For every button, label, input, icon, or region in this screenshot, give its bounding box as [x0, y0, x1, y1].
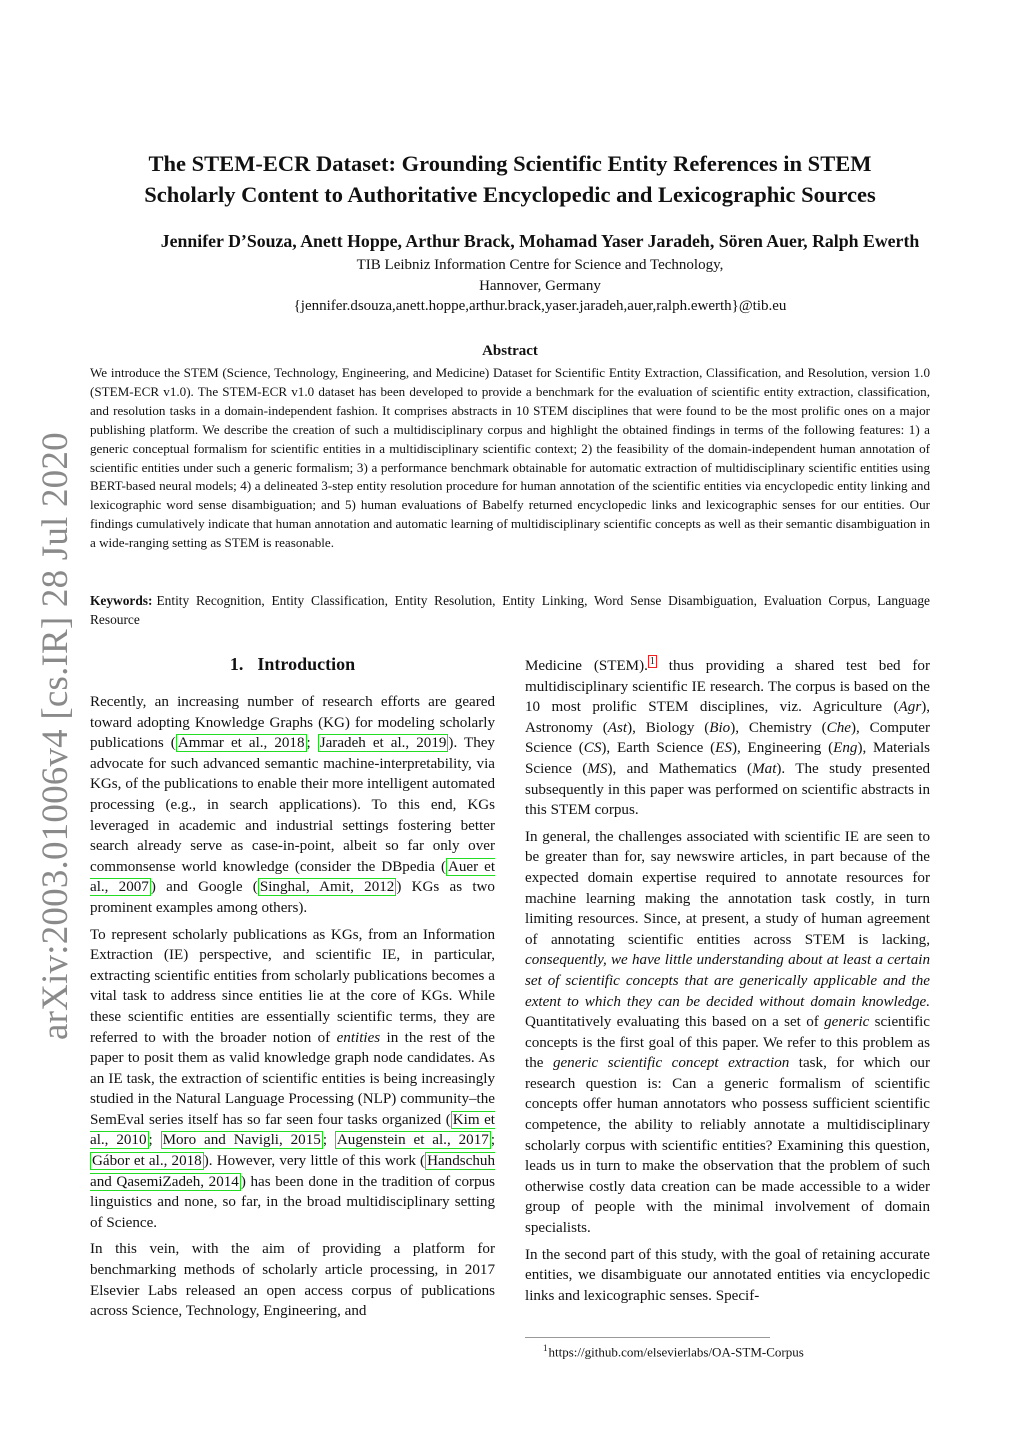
section-heading [90, 654, 495, 675]
citation-link[interactable]: Jaradeh et al., 2019 [319, 735, 447, 752]
citation-link[interactable]: Augenstein et al., 2017 [336, 1132, 489, 1149]
citation-link[interactable]: Auer et al., 2007 [90, 858, 496, 896]
section-title: Introduction [257, 654, 356, 674]
footnote-rule [525, 1337, 770, 1338]
footnote [543, 1343, 804, 1360]
citation-link[interactable]: Handschuh and QasemiZadeh, 2014 [90, 1153, 495, 1190]
citation-link[interactable]: Moro and Navigli, 2015 [162, 1132, 321, 1149]
affiliation-institution: TIB Leibniz Information Centre for Science and Technology, [356, 257, 724, 273]
paragraph: In the second part of this study, with the goal of retaining accurate entities, we disambiguate our annotated entities via encyclopedic links and lexicographic senses. Specif- [525, 1246, 930, 1304]
paragraph: Recently, an increasing number of research efforts are geared toward adopting Knowledge Graphs (KG) for modeling scholarly publications ( Ammar et al., 2018 ; Jaradeh et al., 2019 ). They advocate for such advanced semantic machine-interpretability, via KGs, of the publications to enable their more intelligent automated processing (e.g., in search applications). To this end, KGs leveraged in academic and industrial settings fostering better search already serve as case-in-point, albeit so far only over commonsense world knowledge (consider the DBpedia ( Auer et al., 2007 ) and Google ( Singhal, Amit, 2012 ) KGs as two prominent examples among others). [90, 694, 496, 916]
citation-link[interactable]: Singhal, Amit, 2012 [259, 879, 395, 896]
paragraph: In general, the challenges associated with scientific IE are seen to be greater than for, say newswire articles, in part because of the expected domain expertise required to annotate resources for machine learning making the annotation task costly, in turn limiting resources. Since, at present, a study of human agreement of annotating scientific entities across STEM is lacking, consequently, we have little understanding about at least a certain set of scientific concepts that are generically applicable and the extent to which they can be decided without domain knowledge. Quantitatively evaluating this based on a set of generic scientific concepts is the first goal of this paper. We refer to this problem as the generic scientific concept extraction task, for which our research question is: Can a generic formalism of scientific concepts offer human annotators who possess sufficient scientific competence, the ability to reliably annotate a multidisciplinary scholarly corpus with scientific entities? Examining this question, leads us in turn to make the observation that the problem of such otherwise costly data creation can be made accessible to a wider group of people with the minimal involvement of domain specialists. [525, 828, 930, 1237]
left-column [90, 692, 495, 1328]
abstract-text: We introduce the STEM (Science, Technology, Engineering, and Medicine) Dataset for Scientific Entity Extraction, Classification, and Resolution, version 1.0 (STEM-ECR v1.0). The STEM-ECR v1.0 dataset has been developed to provide a benchmark for the evaluation of scientific entity extraction, classification, and resolution tasks in a domain-independent fashion. It comprises abstracts in 10 STEM disciplines that were found to be the most prolific ones on a major publishing platform. We describe the creation of such a multidisciplinary corpus and highlight the obtained findings in terms of the following features: 1) a generic conceptual formalism for scientific entities in a multidisciplinary scientific context; 2) the feasibility of the domain-independent human annotation of scientific entities under such a generic formalism; 3) a performance benchmark obtainable for automatic extraction of multidisciplinary scientific entities using BERT-based neural models; 4) a delineated 3-step entity resolution procedure for human annotation of the scientific entities via encyclopedic entity linking and lexicographic word sense disambiguation; and 5) human evaluations of Babelfy returned encyclopedic links and lexicographic senses for our entities. Our findings cumulatively indicate that human annotation and automatic learning of multidisciplinary scientific concepts as well as their semantic disambiguation in a wide-ranging setting as STEM is reasonable. [90, 365, 930, 551]
title-line-2: Scholarly Content to Authoritative Encyclopedic and Lexicographic Sources [144, 182, 876, 207]
footnote-link[interactable]: 1 [649, 655, 655, 667]
paper-title [90, 148, 930, 210]
paragraph: Medicine (STEM). $^1$ thus providing a shared test bed for multidisciplinary scientific IE research. The corpus is based on the 10 most prolific STEM disciplines, viz. Agriculture (Agr), Astronomy (Ast), Biology (Bio), Chemistry (Che), Computer Science (CS), Earth Science (ES), Engineering (Eng), Materials Science (MS), and Mathematics (Mat). The study presented subsequently in this paper was performed on scientific abstracts in this STEM corpus. [525, 655, 931, 819]
keywords-text: Entity Recognition, Entity Classification, Entity Resolution, Entity Linking, Word Sense Disambiguation, Evaluation Corpus, Language Resource [90, 593, 930, 627]
keywords [90, 592, 930, 629]
title-line-1: The STEM-ECR Dataset: Grounding Scientific Entity References in STEM [148, 151, 872, 176]
citation-link[interactable]: Kim et al., 2010 [90, 1111, 495, 1149]
footnote-mark: 1 [543, 1343, 548, 1353]
citation-link[interactable]: Gábor et al., 2018 [92, 1153, 202, 1170]
section-number: 1. [229, 654, 244, 674]
abstract-heading: Abstract [482, 343, 538, 359]
right-column [525, 656, 930, 1312]
paragraph: To represent scholarly publications as KGs, from an Information Extraction (IE) perspective, and scientific IE, in particular, extracting scientific entities from scholarly publications becomes a vital task to address since entities lie at the core of KGs. While these scientific entities are essentially scientific terms, they are referred to with the broader notion of entities in the rest of the paper to posit them as valid knowledge graph node candidates. As an IE task, the extraction of scientific entities is being increasingly studied in the Natural Language Processing (NLP) community–the SemEval series itself has so far seen four tasks organized ( Kim et al., 2010 ; Moro and Navigli, 2015 ; Augenstein et al., 2017 ; Gábor et al., 2018 ). However, very little of this work ( Handschuh and QasemiZadeh, 2014 ) has been done in the tradition of corpus linguistics and none, so far, in the broad multidisciplinary setting of Science. [90, 926, 496, 1231]
keywords-label: Keywords: [90, 593, 153, 608]
arxiv-identifier: arXiv:2003.01006v4 [cs.IR] 28 Jul 2020 [35, 432, 76, 1040]
affiliation-email: {jennifer.dsouza,anett.hoppe,arthur.brack,yaser.jaradeh,auer,ralph.ewerth}@tib.eu [293, 298, 787, 314]
citation-link[interactable]: Ammar et al., 2018 [177, 735, 305, 752]
affiliation-location: Hannover, Germany [479, 277, 601, 294]
author-list: Jennifer D’Souza, Anett Hoppe, Arthur Brack, Mohamad Yaser Jaradeh, Sören Auer, Ralph Ewerth [160, 231, 920, 251]
affiliation [90, 255, 990, 317]
paragraph: In this vein, with the aim of providing a platform for benchmarking methods of scholarly article processing, in 2017 Elsevier Labs released an open access corpus of publications across Science, Technology, Engineering, and [90, 1241, 495, 1320]
footnote-url[interactable]: https://github.com/elsevierlabs/OA-STM-Corpus [548, 1344, 804, 1360]
